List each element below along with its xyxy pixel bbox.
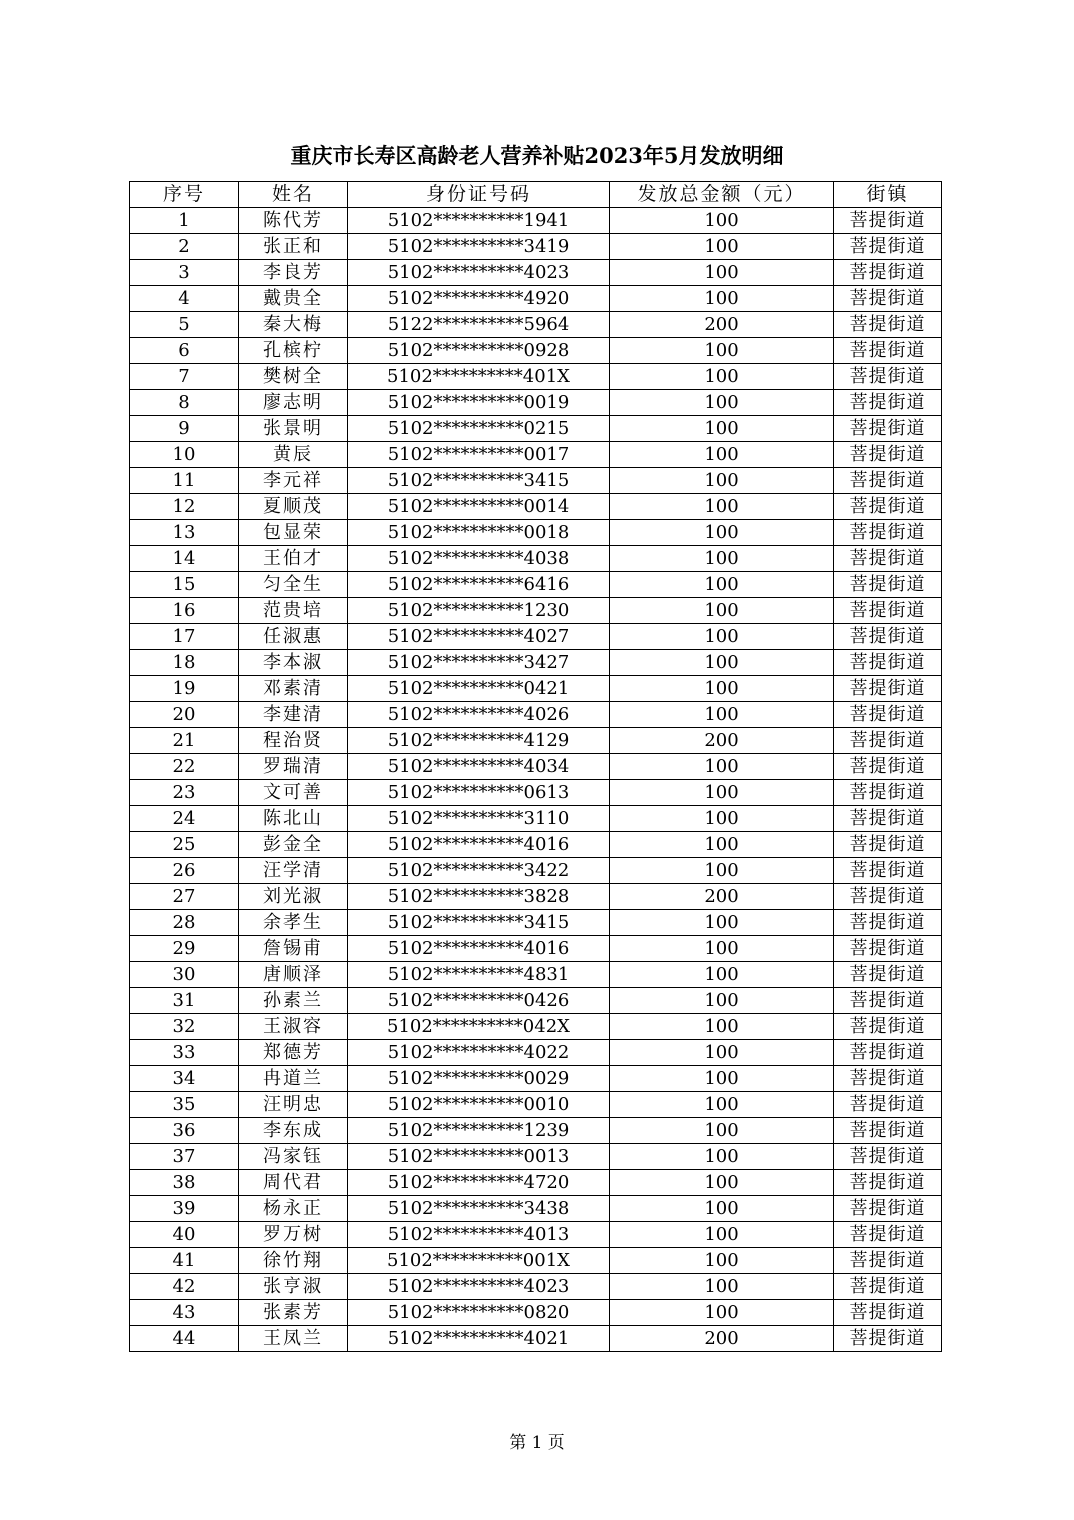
table-row <box>130 988 942 1014</box>
cell-amount: 100 <box>610 780 834 806</box>
cell-serial: 6 <box>130 338 239 364</box>
cell-name: 罗万树 <box>239 1222 348 1248</box>
cell-street: 菩提街道 <box>834 702 942 728</box>
cell-id-number: 5102**********4023 <box>348 260 610 286</box>
cell-name: 邓素清 <box>239 676 348 702</box>
cell-serial: 26 <box>130 858 239 884</box>
table-row <box>130 1118 942 1144</box>
cell-id-number: 5102**********4920 <box>348 286 610 312</box>
table-row <box>130 624 942 650</box>
cell-serial: 11 <box>130 468 239 494</box>
table-row <box>130 364 942 390</box>
cell-name: 张正和 <box>239 234 348 260</box>
cell-serial: 28 <box>130 910 239 936</box>
cell-id-number: 5102**********1239 <box>348 1118 610 1144</box>
cell-name: 刘光淑 <box>239 884 348 910</box>
cell-street: 菩提街道 <box>834 676 942 702</box>
cell-id-number: 5102**********0613 <box>348 780 610 806</box>
cell-id-number: 5102**********3419 <box>348 234 610 260</box>
cell-serial: 43 <box>130 1300 239 1326</box>
cell-amount: 100 <box>610 806 834 832</box>
column-header-serial: 序号 <box>130 182 239 208</box>
cell-name: 夏顺茂 <box>239 494 348 520</box>
table-row <box>130 468 942 494</box>
cell-street: 菩提街道 <box>834 936 942 962</box>
cell-amount: 100 <box>610 442 834 468</box>
cell-amount: 100 <box>610 1274 834 1300</box>
cell-street: 菩提街道 <box>834 988 942 1014</box>
cell-serial: 4 <box>130 286 239 312</box>
table-row <box>130 962 942 988</box>
table-row <box>130 1222 942 1248</box>
cell-name: 李建清 <box>239 702 348 728</box>
cell-amount: 100 <box>610 468 834 494</box>
cell-serial: 33 <box>130 1040 239 1066</box>
cell-id-number: 5102**********4016 <box>348 936 610 962</box>
cell-amount: 100 <box>610 338 834 364</box>
cell-name: 唐顺泽 <box>239 962 348 988</box>
cell-name: 郑德芳 <box>239 1040 348 1066</box>
cell-id-number: 5102**********6416 <box>348 572 610 598</box>
cell-serial: 19 <box>130 676 239 702</box>
cell-name: 匀全生 <box>239 572 348 598</box>
cell-street: 菩提街道 <box>834 780 942 806</box>
cell-name: 王淑容 <box>239 1014 348 1040</box>
cell-name: 李良芳 <box>239 260 348 286</box>
table-row <box>130 234 942 260</box>
cell-street: 菩提街道 <box>834 546 942 572</box>
cell-street: 菩提街道 <box>834 754 942 780</box>
cell-street: 菩提街道 <box>834 338 942 364</box>
cell-name: 秦大梅 <box>239 312 348 338</box>
cell-street: 菩提街道 <box>834 260 942 286</box>
cell-name: 廖志明 <box>239 390 348 416</box>
cell-serial: 25 <box>130 832 239 858</box>
cell-amount: 100 <box>610 1222 834 1248</box>
cell-street: 菩提街道 <box>834 910 942 936</box>
cell-street: 菩提街道 <box>834 650 942 676</box>
column-header-id-number: 身份证号码 <box>348 182 610 208</box>
table-row <box>130 1300 942 1326</box>
cell-street: 菩提街道 <box>834 1274 942 1300</box>
cell-amount: 100 <box>610 702 834 728</box>
cell-street: 菩提街道 <box>834 1248 942 1274</box>
cell-amount: 200 <box>610 884 834 910</box>
column-header-amount: 发放总金额（元） <box>610 182 834 208</box>
cell-serial: 40 <box>130 1222 239 1248</box>
cell-id-number: 5102**********4016 <box>348 832 610 858</box>
cell-street: 菩提街道 <box>834 312 942 338</box>
cell-serial: 27 <box>130 884 239 910</box>
cell-serial: 31 <box>130 988 239 1014</box>
cell-serial: 10 <box>130 442 239 468</box>
cell-name: 王伯才 <box>239 546 348 572</box>
table-row <box>130 494 942 520</box>
cell-amount: 100 <box>610 494 834 520</box>
cell-amount: 100 <box>610 1196 834 1222</box>
cell-street: 菩提街道 <box>834 1014 942 1040</box>
cell-id-number: 5102**********0010 <box>348 1092 610 1118</box>
table-row <box>130 1014 942 1040</box>
cell-amount: 100 <box>610 832 834 858</box>
cell-id-number: 5102**********0014 <box>348 494 610 520</box>
table-header <box>130 182 942 208</box>
cell-street: 菩提街道 <box>834 234 942 260</box>
cell-street: 菩提街道 <box>834 728 942 754</box>
cell-id-number: 5102**********4021 <box>348 1326 610 1352</box>
cell-amount: 100 <box>610 962 834 988</box>
column-header-street: 街镇 <box>834 182 942 208</box>
table-row <box>130 754 942 780</box>
cell-name: 范贵培 <box>239 598 348 624</box>
page-number: 第 1 页 <box>509 1433 565 1453</box>
cell-name: 黄辰 <box>239 442 348 468</box>
cell-id-number: 5102**********4038 <box>348 546 610 572</box>
cell-serial: 21 <box>130 728 239 754</box>
table-row <box>130 1170 942 1196</box>
cell-street: 菩提街道 <box>834 858 942 884</box>
cell-street: 菩提街道 <box>834 1300 942 1326</box>
cell-amount: 100 <box>610 234 834 260</box>
cell-street: 菩提街道 <box>834 1144 942 1170</box>
column-header-name: 姓名 <box>239 182 348 208</box>
cell-id-number: 5102**********0013 <box>348 1144 610 1170</box>
cell-serial: 23 <box>130 780 239 806</box>
cell-amount: 100 <box>610 286 834 312</box>
cell-id-number: 5102**********0019 <box>348 390 610 416</box>
cell-amount: 100 <box>610 650 834 676</box>
cell-name: 詹锡甫 <box>239 936 348 962</box>
cell-id-number: 5102**********1941 <box>348 208 610 234</box>
cell-amount: 100 <box>610 754 834 780</box>
cell-serial: 44 <box>130 1326 239 1352</box>
cell-serial: 9 <box>130 416 239 442</box>
cell-street: 菩提街道 <box>834 286 942 312</box>
cell-street: 菩提街道 <box>834 1170 942 1196</box>
cell-serial: 37 <box>130 1144 239 1170</box>
cell-street: 菩提街道 <box>834 364 942 390</box>
cell-amount: 100 <box>610 416 834 442</box>
cell-serial: 34 <box>130 1066 239 1092</box>
cell-id-number: 5102**********4022 <box>348 1040 610 1066</box>
table-row <box>130 1040 942 1066</box>
cell-name: 陈代芳 <box>239 208 348 234</box>
table-row <box>130 598 942 624</box>
cell-name: 冯家钰 <box>239 1144 348 1170</box>
table-row <box>130 1144 942 1170</box>
cell-id-number: 5102**********4023 <box>348 1274 610 1300</box>
cell-amount: 100 <box>610 546 834 572</box>
cell-id-number: 5102**********1230 <box>348 598 610 624</box>
cell-id-number: 5102**********3110 <box>348 806 610 832</box>
cell-id-number: 5102**********0017 <box>348 442 610 468</box>
cell-name: 汪明忠 <box>239 1092 348 1118</box>
table-row <box>130 650 942 676</box>
table-row <box>130 858 942 884</box>
table-row <box>130 728 942 754</box>
cell-id-number: 5122**********5964 <box>348 312 610 338</box>
cell-amount: 100 <box>610 1300 834 1326</box>
cell-serial: 29 <box>130 936 239 962</box>
cell-amount: 100 <box>610 208 834 234</box>
table-row <box>130 1274 942 1300</box>
table-row <box>130 1066 942 1092</box>
cell-amount: 200 <box>610 312 834 338</box>
cell-amount: 100 <box>610 260 834 286</box>
cell-id-number: 5102**********3828 <box>348 884 610 910</box>
cell-amount: 100 <box>610 1066 834 1092</box>
cell-serial: 20 <box>130 702 239 728</box>
cell-street: 菩提街道 <box>834 390 942 416</box>
cell-name: 周代君 <box>239 1170 348 1196</box>
cell-street: 菩提街道 <box>834 572 942 598</box>
cell-name: 任淑惠 <box>239 624 348 650</box>
table-row <box>130 390 942 416</box>
cell-id-number: 5102**********3427 <box>348 650 610 676</box>
cell-street: 菩提街道 <box>834 1118 942 1144</box>
table-row <box>130 702 942 728</box>
cell-name: 杨永正 <box>239 1196 348 1222</box>
cell-id-number: 5102**********0820 <box>348 1300 610 1326</box>
cell-serial: 30 <box>130 962 239 988</box>
cell-serial: 14 <box>130 546 239 572</box>
table-row <box>130 208 942 234</box>
table-row <box>130 780 942 806</box>
cell-name: 李本淑 <box>239 650 348 676</box>
cell-name: 彭金全 <box>239 832 348 858</box>
cell-amount: 100 <box>610 1248 834 1274</box>
cell-name: 李元祥 <box>239 468 348 494</box>
cell-serial: 2 <box>130 234 239 260</box>
cell-id-number: 5102**********4129 <box>348 728 610 754</box>
cell-street: 菩提街道 <box>834 806 942 832</box>
table-row <box>130 338 942 364</box>
cell-amount: 100 <box>610 520 834 546</box>
cell-amount: 200 <box>610 728 834 754</box>
cell-street: 菩提街道 <box>834 1326 942 1352</box>
cell-id-number: 5102**********0029 <box>348 1066 610 1092</box>
cell-serial: 16 <box>130 598 239 624</box>
cell-name: 文可善 <box>239 780 348 806</box>
cell-id-number: 5102**********4831 <box>348 962 610 988</box>
table-row <box>130 676 942 702</box>
cell-street: 菩提街道 <box>834 962 942 988</box>
cell-street: 菩提街道 <box>834 1040 942 1066</box>
cell-serial: 38 <box>130 1170 239 1196</box>
cell-street: 菩提街道 <box>834 884 942 910</box>
table-row <box>130 1092 942 1118</box>
cell-name: 戴贵全 <box>239 286 348 312</box>
cell-street: 菩提街道 <box>834 598 942 624</box>
cell-name: 程治贤 <box>239 728 348 754</box>
table-row <box>130 884 942 910</box>
cell-id-number: 5102**********042X <box>348 1014 610 1040</box>
cell-id-number: 5102**********3422 <box>348 858 610 884</box>
cell-name: 孙素兰 <box>239 988 348 1014</box>
table-row <box>130 546 942 572</box>
table-row <box>130 520 942 546</box>
cell-name: 余孝生 <box>239 910 348 936</box>
cell-name: 张素芳 <box>239 1300 348 1326</box>
cell-amount: 200 <box>610 1326 834 1352</box>
cell-serial: 5 <box>130 312 239 338</box>
cell-serial: 13 <box>130 520 239 546</box>
cell-street: 菩提街道 <box>834 208 942 234</box>
table-row <box>130 910 942 936</box>
cell-serial: 7 <box>130 364 239 390</box>
cell-amount: 100 <box>610 1040 834 1066</box>
cell-street: 菩提街道 <box>834 1196 942 1222</box>
cell-id-number: 5102**********0928 <box>348 338 610 364</box>
cell-name: 罗瑞清 <box>239 754 348 780</box>
cell-serial: 8 <box>130 390 239 416</box>
table-row <box>130 1248 942 1274</box>
cell-amount: 100 <box>610 1092 834 1118</box>
cell-amount: 100 <box>610 390 834 416</box>
cell-id-number: 5102**********0426 <box>348 988 610 1014</box>
cell-amount: 100 <box>610 910 834 936</box>
cell-amount: 100 <box>610 1144 834 1170</box>
cell-id-number: 5102**********4027 <box>348 624 610 650</box>
cell-name: 张亨淑 <box>239 1274 348 1300</box>
cell-name: 李东成 <box>239 1118 348 1144</box>
cell-serial: 15 <box>130 572 239 598</box>
cell-street: 菩提街道 <box>834 1092 942 1118</box>
cell-id-number: 5102**********0421 <box>348 676 610 702</box>
cell-serial: 24 <box>130 806 239 832</box>
table-row <box>130 936 942 962</box>
cell-id-number: 5102**********3438 <box>348 1196 610 1222</box>
page-title: 重庆市长寿区高龄老人营养补贴2023年5月发放明细 <box>290 143 784 168</box>
cell-serial: 36 <box>130 1118 239 1144</box>
cell-name: 徐竹翔 <box>239 1248 348 1274</box>
cell-serial: 12 <box>130 494 239 520</box>
table-row <box>130 1196 942 1222</box>
cell-amount: 100 <box>610 598 834 624</box>
cell-serial: 17 <box>130 624 239 650</box>
cell-street: 菩提街道 <box>834 416 942 442</box>
cell-id-number: 5102**********0215 <box>348 416 610 442</box>
cell-street: 菩提街道 <box>834 494 942 520</box>
cell-name: 汪学清 <box>239 858 348 884</box>
cell-name: 陈北山 <box>239 806 348 832</box>
cell-amount: 100 <box>610 988 834 1014</box>
table-row <box>130 1326 942 1352</box>
cell-amount: 100 <box>610 364 834 390</box>
cell-name: 包显荣 <box>239 520 348 546</box>
cell-name: 樊树全 <box>239 364 348 390</box>
cell-amount: 100 <box>610 1118 834 1144</box>
cell-id-number: 5102**********4034 <box>348 754 610 780</box>
cell-name: 张景明 <box>239 416 348 442</box>
cell-serial: 22 <box>130 754 239 780</box>
cell-serial: 18 <box>130 650 239 676</box>
cell-street: 菩提街道 <box>834 1222 942 1248</box>
table-row <box>130 260 942 286</box>
cell-serial: 41 <box>130 1248 239 1274</box>
cell-id-number: 5102**********3415 <box>348 910 610 936</box>
cell-id-number: 5102**********4720 <box>348 1170 610 1196</box>
table-row <box>130 416 942 442</box>
cell-serial: 42 <box>130 1274 239 1300</box>
subsidy-table <box>129 181 942 1352</box>
cell-serial: 39 <box>130 1196 239 1222</box>
table-row <box>130 312 942 338</box>
table-row <box>130 806 942 832</box>
cell-street: 菩提街道 <box>834 468 942 494</box>
cell-id-number: 5102**********001X <box>348 1248 610 1274</box>
table-row <box>130 572 942 598</box>
cell-id-number: 5102**********3415 <box>348 468 610 494</box>
cell-street: 菩提街道 <box>834 832 942 858</box>
cell-amount: 100 <box>610 676 834 702</box>
cell-serial: 3 <box>130 260 239 286</box>
table-row <box>130 286 942 312</box>
cell-serial: 35 <box>130 1092 239 1118</box>
cell-amount: 100 <box>610 1014 834 1040</box>
header-row <box>130 182 942 208</box>
cell-amount: 100 <box>610 936 834 962</box>
cell-serial: 1 <box>130 208 239 234</box>
cell-name: 王凤兰 <box>239 1326 348 1352</box>
cell-street: 菩提街道 <box>834 1066 942 1092</box>
table-row <box>130 832 942 858</box>
cell-amount: 100 <box>610 1170 834 1196</box>
cell-id-number: 5102**********401X <box>348 364 610 390</box>
cell-street: 菩提街道 <box>834 442 942 468</box>
table-row <box>130 442 942 468</box>
cell-amount: 100 <box>610 624 834 650</box>
cell-street: 菩提街道 <box>834 624 942 650</box>
cell-amount: 100 <box>610 572 834 598</box>
cell-name: 孔槟柠 <box>239 338 348 364</box>
cell-amount: 100 <box>610 858 834 884</box>
cell-id-number: 5102**********0018 <box>348 520 610 546</box>
cell-id-number: 5102**********4026 <box>348 702 610 728</box>
cell-name: 冉道兰 <box>239 1066 348 1092</box>
cell-street: 菩提街道 <box>834 520 942 546</box>
cell-id-number: 5102**********4013 <box>348 1222 610 1248</box>
table-body <box>130 208 942 1352</box>
cell-serial: 32 <box>130 1014 239 1040</box>
